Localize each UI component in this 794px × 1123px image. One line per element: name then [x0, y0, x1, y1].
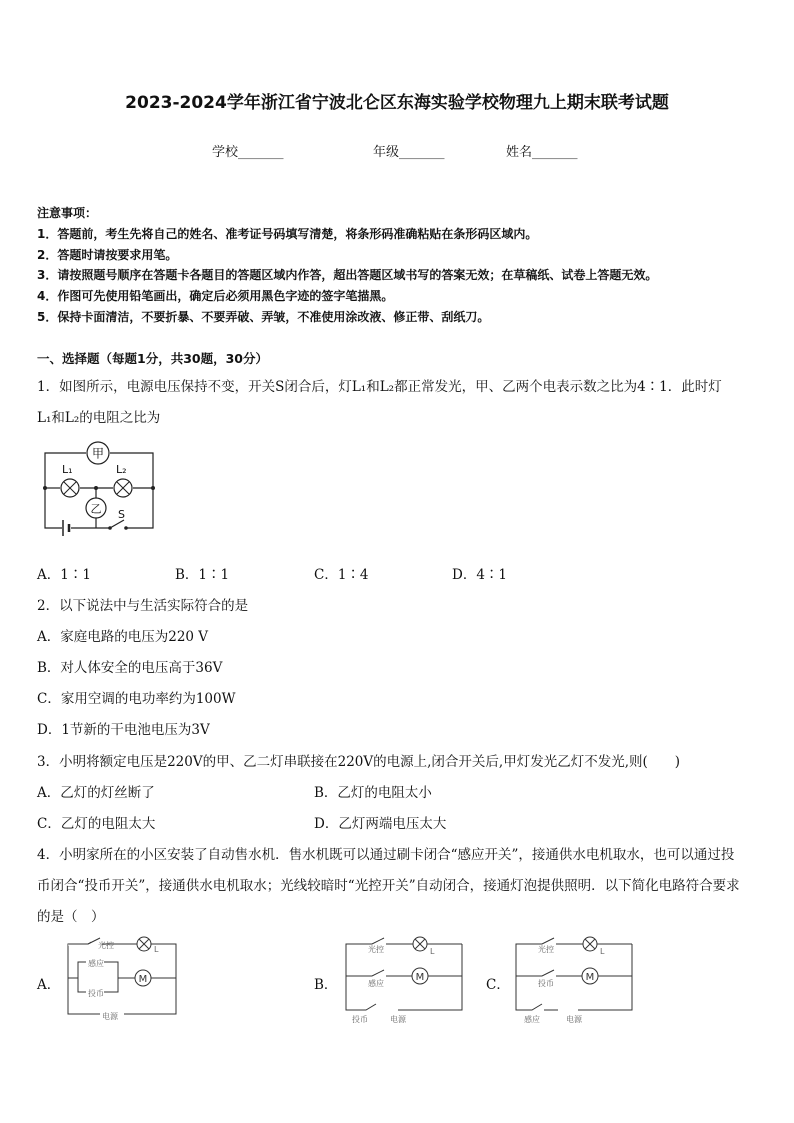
q3-option-c[interactable]: C．乙灯的电阻太大	[37, 816, 156, 832]
motor-icon	[135, 970, 151, 986]
meter-b-icon	[86, 498, 106, 518]
q4-circuit-a	[64, 936, 184, 1026]
sense-switch-label: 感应	[368, 979, 384, 988]
q4-option-c-label[interactable]: C．	[486, 977, 510, 993]
q2-option-b[interactable]: B．对人体安全的电压高于36V	[37, 660, 223, 676]
switch-s-label: S	[118, 508, 125, 521]
school-field: 学校_______	[212, 145, 284, 160]
q1-option-d[interactable]: D．4∶1	[452, 567, 508, 583]
q3-stem: 3．小明将额定电压是220V的甲、乙二灯串联接在220V的电源上,闭合开关后,甲灯发光乙灯不发光,则( )	[37, 754, 681, 770]
notes-heading: 注意事项：	[37, 206, 98, 220]
lamp-l2-icon	[114, 479, 132, 497]
q1-stem-line1: 1．如图所示，电源电压保持不变，开关S闭合后，灯L₁和L₂都正常发光，甲、乙两个电表示数之比为4∶1．此时灯	[37, 379, 722, 395]
q1-option-b[interactable]: B．1∶1	[175, 567, 230, 583]
sense-switch-label: 感应	[88, 959, 104, 968]
lamp-icon	[413, 937, 427, 951]
source-label: 电源	[102, 1012, 118, 1021]
lamp-icon	[583, 937, 597, 951]
lamp-label: L	[154, 945, 159, 954]
motor-label: M	[138, 974, 148, 985]
lamp-l1-label: L₁	[62, 463, 73, 476]
q1-option-a[interactable]: A．1∶1	[37, 567, 91, 583]
lamp-l2-label: L₂	[116, 463, 127, 476]
source-label: 电源	[390, 1015, 406, 1024]
q3-option-a[interactable]: A．乙灯的灯丝断了	[37, 785, 155, 801]
meter-b-label: 乙	[90, 502, 102, 516]
q4-circuit-c	[508, 936, 640, 1026]
q1-stem-line2: L₁和L₂的电阻之比为	[37, 410, 161, 426]
q1-option-c[interactable]: C．1∶4	[314, 567, 369, 583]
section-heading: 一、选择题（每题1分，共30题，30分）	[37, 351, 268, 366]
coin-switch-label: 投币	[352, 1015, 368, 1024]
q4-stem-line3: 的是（ ）	[37, 909, 105, 925]
sense-switch-label: 感应	[524, 1015, 540, 1024]
name-field: 姓名_______	[506, 145, 578, 160]
q3-option-d[interactable]: D．乙灯两端电压太大	[314, 816, 447, 832]
q3-option-b[interactable]: B．乙灯的电阻太小	[314, 785, 432, 801]
q4-stem-line1: 4．小明家所在的小区安装了自动售水机．售水机既可以通过刷卡闭合“感应开关”，接通供水电机取水，也可以通过投	[37, 847, 735, 863]
source-label: 电源	[566, 1015, 582, 1024]
motor-icon	[412, 968, 428, 984]
motor-label: M	[415, 972, 425, 983]
note-item: 5．保持卡面清洁，不要折暴、不要弄破、弄皱，不准使用涂改液、修正带、刮纸刀。	[37, 310, 490, 324]
lamp-l1-icon	[61, 479, 79, 497]
meter-a-icon	[87, 442, 109, 464]
lamp-label: L	[430, 947, 435, 956]
note-item: 1．答题前，考生先将自己的姓名、准考证号码填写清楚，将条形码准确粘贴在条形码区域内。	[37, 227, 538, 241]
q2-option-d[interactable]: D．1节新的干电池电压为3V	[37, 722, 210, 738]
q4-circuit-b	[338, 936, 470, 1026]
coin-switch-label: 投币	[88, 989, 104, 998]
q1-circuit-diagram	[40, 438, 158, 540]
note-item: 3．请按照题号顺序在答题卡各题目的答题区域内作答，超出答题区域书写的答案无效；在草稿纸、试卷上答题无效。	[37, 268, 658, 282]
light-switch-label: 光控	[368, 945, 384, 954]
lamp-label: L	[600, 947, 605, 956]
q2-stem: 2．以下说法中与生活实际符合的是	[37, 598, 249, 614]
q4-stem-line2: 币闭合“投币开关”，接通供水电机取水；光线较暗时“光控开关”自动闭合，接通灯泡提供照明．以下简化电路符合要求	[37, 878, 740, 894]
page-title: 2023-2024学年浙江省宁波北仑区东海实验学校物理九上期末联考试题	[125, 93, 669, 113]
grade-field: 年级_______	[373, 145, 445, 160]
light-switch-label: 光控	[538, 945, 554, 954]
q2-option-a[interactable]: A．家庭电路的电压为220 V	[37, 629, 209, 645]
meter-a-label: 甲	[91, 446, 105, 461]
coin-switch-label: 投币	[538, 979, 554, 988]
q4-option-b-label[interactable]: B．	[314, 977, 338, 993]
note-item: 2．答题时请按要求用笔。	[37, 248, 178, 262]
q2-option-c[interactable]: C．家用空调的电功率约为100W	[37, 691, 236, 707]
q4-option-a-label[interactable]: A．	[37, 977, 61, 993]
note-item: 4．作图可先使用铅笔画出，确定后必须用黑色字迹的签字笔描黑。	[37, 289, 394, 303]
motor-label: M	[585, 972, 595, 983]
lamp-icon	[137, 937, 151, 951]
motor-icon	[582, 968, 598, 984]
light-switch-label: 光控	[98, 941, 114, 950]
